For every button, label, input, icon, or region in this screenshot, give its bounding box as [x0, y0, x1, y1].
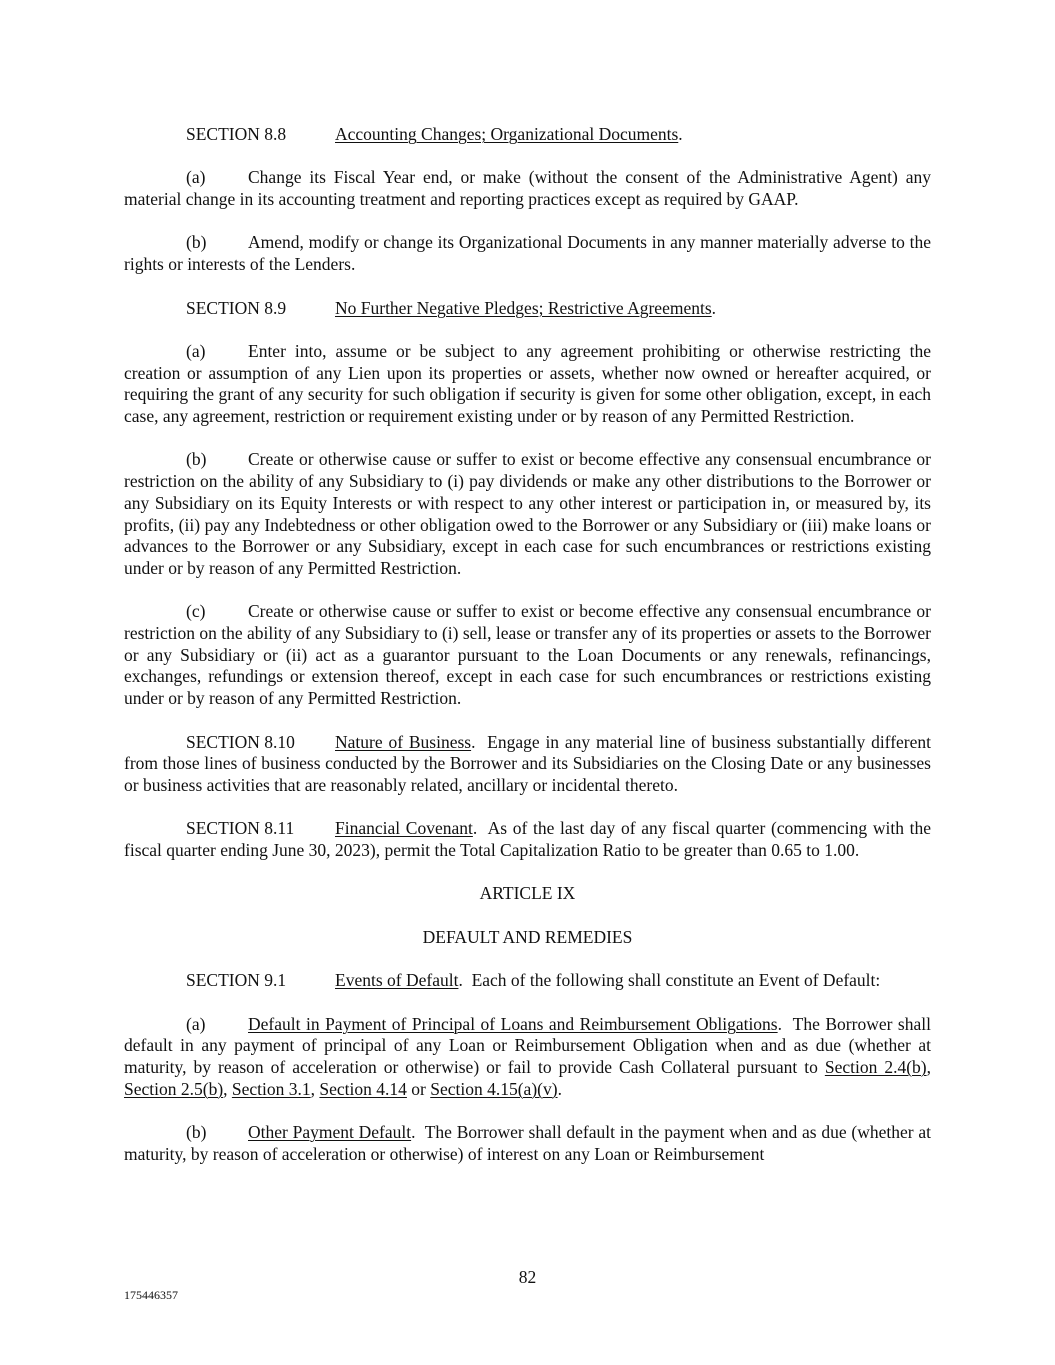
article-subheading: DEFAULT AND REMEDIES — [422, 926, 633, 947]
section-9-1-b: (b) Other Payment Default. The Borrower shall default in the payment when and as due (whether at maturity, by reason of acceleration or otherwise) of interest on any Loan or Reimbursement — [124, 1122, 931, 1164]
section-number: SECTION 8.8 — [186, 124, 287, 144]
clause-letter: (b) — [186, 232, 207, 253]
section-title: Accounting Changes; Organizational Documents — [335, 124, 679, 144]
clause-letter: (b) — [186, 449, 207, 470]
clause-text: Change its Fiscal Year end, or make (without the consent of the Administrative Agent) any material change in its accounting treatment and reporting practices except as required by GAAP. — [124, 167, 931, 210]
clause-text: The Borrower shall default in the payment when and as due (whether at maturity, by reason of acceleration or otherwise) of interest on any Loan or Reimbursement — [124, 1122, 931, 1164]
section-8-11: SECTION 8.11 Financial Covenant. As of the last day of any fiscal quarter (commencing with the fiscal quarter ending June 30, 2023), permit the Total Capitalization Ratio to be greater than 0.65 to 1.00. — [124, 818, 931, 861]
section-number: SECTION 8.9 — [186, 297, 287, 318]
clause-text: Create or otherwise cause or suffer to exist or become effective any consensual encumbrance or restriction on the ability of any Subsidiary to (i) pay dividends or make any other distributions to the Borrower or any Subsidiary on its Equity Interests or with respect to any other interest or participation in, or measured by, its profits, (ii) pay any Indebtedness or other obligation owed to the Borrower or any Subsidiary or (iii) make loans or advances to the Borrower or any Subsidiary, except in each case for such encumbrances or restrictions existing under or by reason of any Permitted Restriction. — [124, 449, 931, 578]
clause-text: Create or otherwise cause or suffer to exist or become effective any consensual encumbrance or restriction on the ability of any Subsidiary to (i) sell, lease or transfer any of its properties or assets to the Borrower or any Subsidiary or (ii) act as a guarantor pursuant to the Loan Documents or any renewals, refinancings, exchanges, refundings or extension thereof, except in each case for such encumbrances or restrictions existing under or by reason of any Permitted Restriction. — [124, 601, 931, 709]
clause-text: The Borrower shall default in any payment of principal of any Loan or Reimbursement Obligation when and as due (whether at maturity, by reason of acceleration or otherwise) or fail to provide Cash Collateral pursuant to — [124, 1013, 931, 1078]
clause-letter: (c) — [186, 601, 206, 622]
section-number: SECTION 9.1 — [186, 970, 287, 991]
section-8-9-b — [124, 449, 931, 579]
cross-reference-link[interactable]: Section 4.14 — [319, 1078, 407, 1099]
conjunction-text: or — [411, 1078, 426, 1099]
section-text: Each of the following shall constitute an Event of Default: — [471, 970, 881, 991]
section-number: SECTION 8.11 — [186, 818, 295, 839]
page-number: 82 — [518, 1267, 537, 1287]
clause-letter: (a) — [186, 1013, 206, 1034]
document-id: 175446357 — [124, 1288, 178, 1302]
clause-title: Other Payment Default — [248, 1122, 412, 1143]
section-8-9-c — [124, 601, 931, 710]
section-title: Financial Covenant — [335, 818, 473, 839]
section-text: Engage in any material line of business substantially different from those lines of business conducted by the Borrower and its Subsidiaries on the Closing Date or any businesses or business activities that are reasonably related, ancillary or incidental thereto. — [124, 731, 931, 795]
section-8-8-b — [124, 232, 931, 275]
clause-letter: (a) — [186, 340, 206, 361]
section-title: No Further Negative Pledges; Restrictive Agreements — [335, 297, 712, 318]
cross-reference-link[interactable]: Section 4.15(a)(v) — [430, 1078, 558, 1099]
cross-reference-link[interactable]: Section 2.4(b) — [824, 1057, 927, 1078]
section-number: SECTION 8.10 — [186, 731, 295, 752]
clause-text: Enter into, assume or be subject to any agreement prohibiting or otherwise restricting the creation or assumption of any Lien upon its properties or assets, whether now owned or hereafter acquired, or requiring the grant of any security for such obligation if security is given for some other obligation, except, in each case, any agreement, restriction or requirement existing under or by reason of any Permitted Restriction. — [124, 340, 931, 427]
cross-reference-link[interactable]: Section 3.1 — [231, 1078, 311, 1099]
section-8-9-a — [124, 341, 931, 428]
article-heading: ARTICLE IX — [479, 883, 576, 904]
document-body — [124, 124, 931, 1187]
section-8-10: SECTION 8.10 Nature of Business. Engage in any material line of business substantially different from those lines of business conducted by the Borrower and its Subsidiaries on the Closing Date or any businesses or business activities that are reasonably related, ancillary or incidental thereto. — [124, 731, 931, 795]
section-title: Nature of Business — [335, 731, 472, 752]
cross-reference-link[interactable]: Section 2.5(b) — [124, 1078, 224, 1099]
section-8-8-heading: SECTION 8.8 Accounting Changes; Organizational Documents. — [186, 124, 683, 144]
clause-letter: (a) — [186, 167, 206, 188]
section-text: As of the last day of any fiscal quarter (commencing with the fiscal quarter ending June 30, 2023), permit the Total Capitalization Ratio to be greater than 0.65 to 1.00. — [124, 818, 931, 861]
section-8-9-heading: SECTION 8.9 No Further Negative Pledges; Restrictive Agreements. — [186, 297, 717, 318]
section-9-1-a: (a) Default in Payment of Principal of Loans and Reimbursement Obligations. The Borrower shall default in any payment of principal of any Loan or Reimbursement Obligation when and as due (whether at maturity, by reason of acceleration or otherwise) or fail to provide Cash Collateral pursuant to Section 2.4(b), Section 2.5(b), Section 3.1, Section 4.14 or Section 4.15(a)(v). — [124, 1013, 931, 1099]
section-8-8-a — [124, 167, 931, 210]
clause-letter: (b) — [186, 1122, 207, 1143]
section-title: Events of Default — [335, 970, 459, 991]
section-9-1: SECTION 9.1 Events of Default. Each of the following shall constitute an Event of Default: — [186, 970, 881, 991]
clause-text: Amend, modify or change its Organizational Documents in any manner materially adverse to the rights or interests of the Lenders. — [124, 232, 931, 275]
clause-title: Default in Payment of Principal of Loans and Reimbursement Obligations — [248, 1013, 778, 1034]
